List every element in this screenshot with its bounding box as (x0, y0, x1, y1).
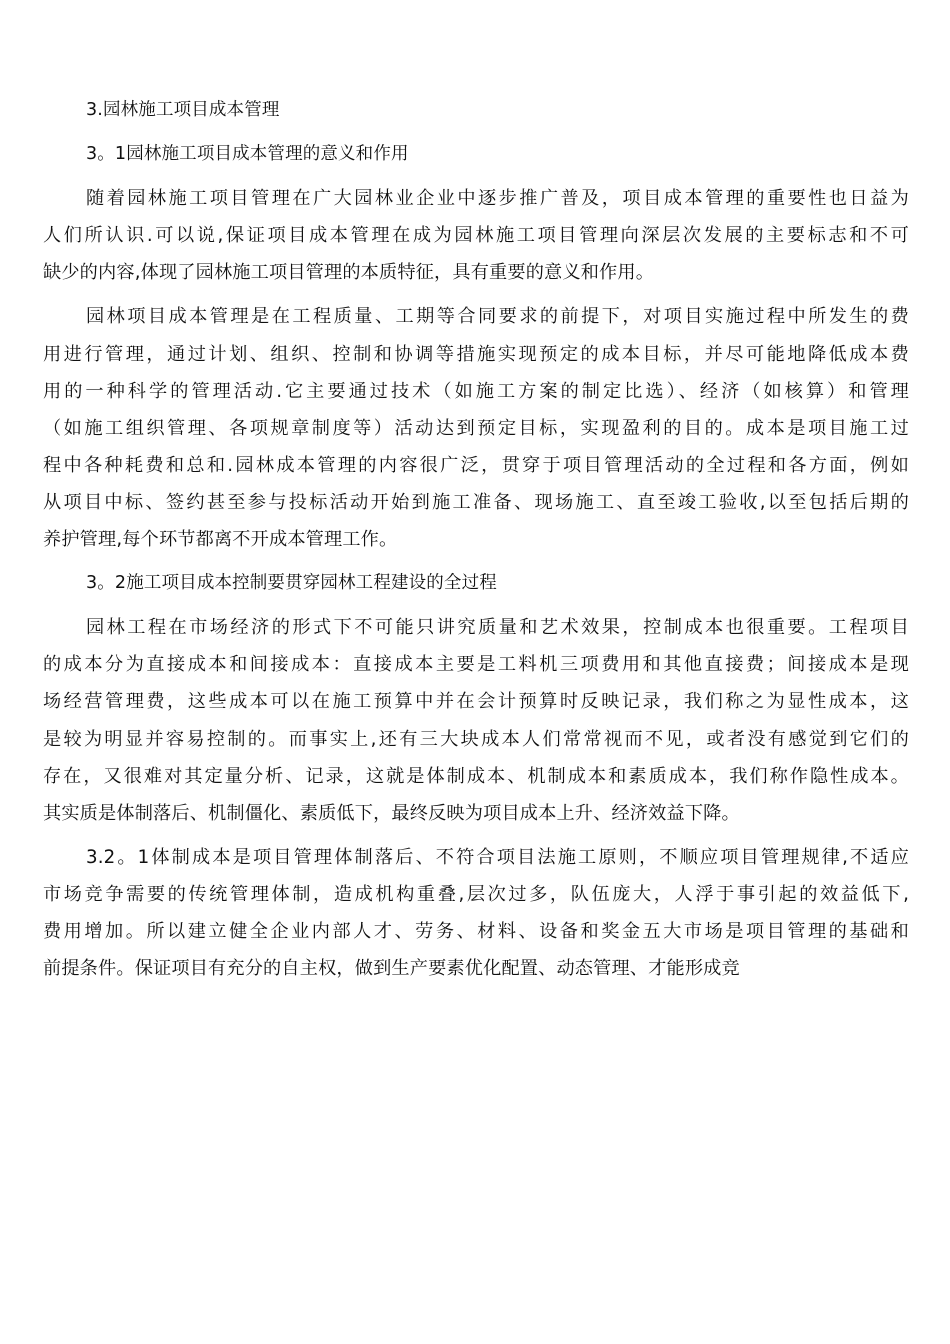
section-heading-3: 3.园林施工项目成本管理 (86, 100, 280, 120)
text-line: 养护管理,每个环节都离不开成本管理工作。 (43, 529, 398, 551)
text-line: 用进行管理，通过计划、组织、控制和协调等措施实现预定的成本目标，并尽可能地降低成本费 (43, 343, 909, 365)
text-line: 程中各种耗费和总和.园林成本管理的内容很广泛，贯穿于项目管理活动的全过程和各方面，例如 (43, 454, 909, 476)
paragraph-cost-types (43, 609, 909, 832)
subsection-heading-3-2: 3。2施工项目成本控制要贯穿园林工程建设的全过程 (86, 573, 497, 594)
text-line: 市场竞争需要的传统管理体制，造成机构重叠,层次过多，队伍庞大，人浮于事引起的效益低下, (43, 883, 909, 905)
subsection-heading-3-1: 3。1园林施工项目成本管理的意义和作用 (86, 144, 409, 165)
text-line: （如施工组织管理、各项规章制度等）活动达到预定目标，实现盈利的目的。成本是项目施工过 (43, 417, 909, 439)
text-line: 的成本分为直接成本和间接成本：直接成本主要是工料机三项费用和其他直接费；间接成本是现 (43, 654, 909, 676)
text-line: 缺少的内容,体现了园林施工项目管理的本质特征，具有重要的意义和作用。 (43, 262, 655, 284)
text-line: 是较为明显并容易控制的。而事实上,还有三大块成本人们常常视而不见，或者没有感觉到它们的 (43, 728, 909, 750)
paragraph-definition (43, 298, 909, 558)
document-page (43, 92, 909, 987)
text-line: 园林项目成本管理是在工程质量、工期等合同要求的前提下，对项目实施过程中所发生的费 (86, 306, 909, 328)
text-line: 费用增加。所以建立健全企业内部人才、劳务、材料、设备和奖金五大市场是项目管理的基础和 (43, 920, 909, 942)
text-line: 用的一种科学的管理活动.它主要通过技术（如施工方案的制定比选）、经济（如核算）和管理 (43, 380, 909, 402)
text-line: 人们所认识.可以说,保证项目成本管理在成为园林施工项目管理向深层次发展的主要标志和不可 (43, 225, 909, 247)
text-line: 存在，又很难对其定量分析、记录，这就是体制成本、机制成本和素质成本，我们称作隐性成本。 (43, 765, 909, 787)
text-line: 场经营管理费，这些成本可以在施工预算中并在会计预算时反映记录，我们称之为显性成本，这 (43, 691, 909, 713)
text-line: 前提条件。保证项目有充分的自主权，做到生产要素优化配置、动态管理、才能形成竞 (43, 958, 740, 980)
text-line: 园林工程在市场经济的形式下不可能只讲究质量和艺术效果，控制成本也很重要。工程项目 (86, 617, 909, 639)
paragraph-significance (43, 180, 909, 291)
text-line: 从项目中标、签约甚至参与投标活动开始到施工准备、现场施工、直至竣工验收,以至包括后期的 (43, 491, 909, 513)
paragraph-system-cost (43, 839, 909, 987)
text-line: 随着园林施工项目管理在广大园林业企业中逐步推广普及，项目成本管理的重要性也日益为 (86, 188, 909, 210)
text-line: 其实质是体制落后、机制僵化、素质低下，最终反映为项目成本上升、经济效益下降。 (43, 802, 740, 824)
text-line: 3.2。1体制成本是项目管理体制落后、不符合项目法施工原则，不顺应项目管理规律,不适应 (86, 846, 909, 868)
